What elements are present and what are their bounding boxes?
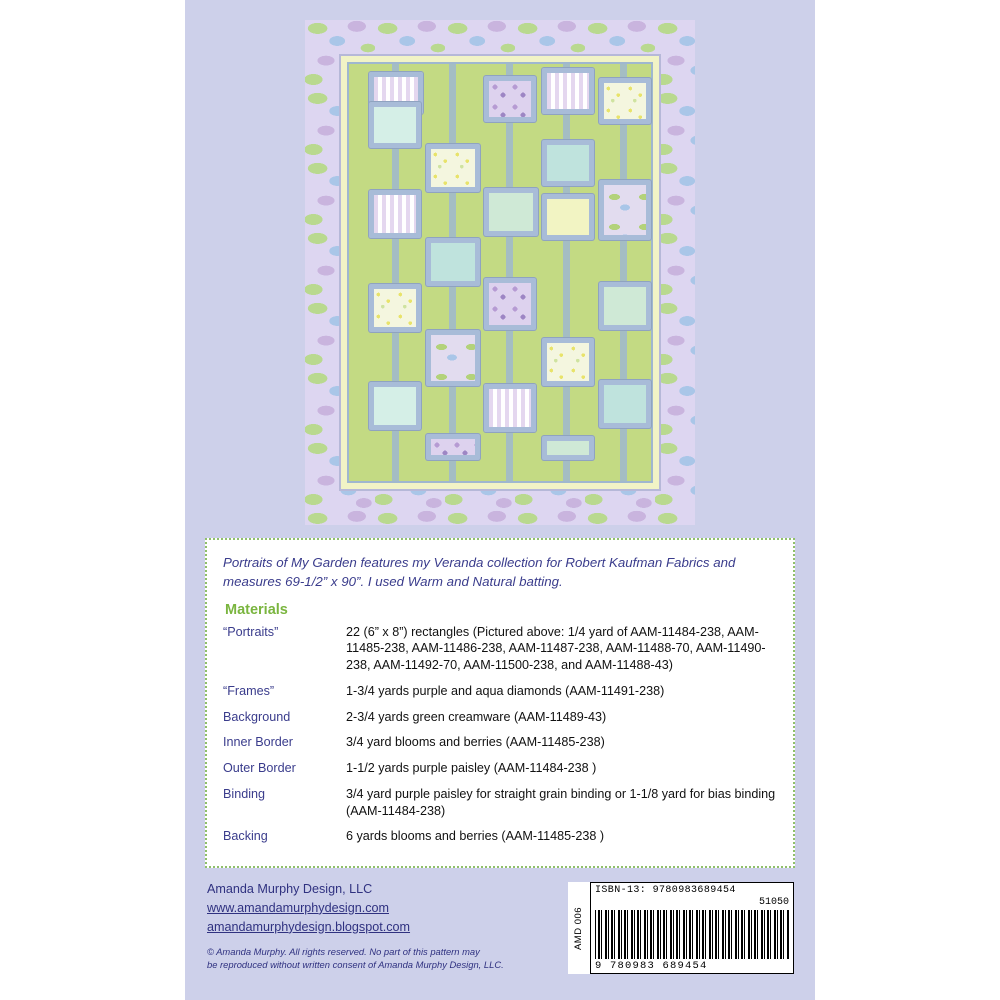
material-label: “Portraits”	[223, 624, 279, 639]
quilt-block	[426, 330, 480, 386]
table-row	[223, 760, 777, 786]
pattern-back-cover	[185, 0, 815, 1000]
company-name: Amanda Murphy Design, LLC	[207, 882, 373, 896]
quilt-block	[599, 380, 651, 428]
price-code: 51050	[758, 897, 789, 908]
material-value: 22 (6” x 8”) rectangles (Pictured above: 1/4 yard of AAM-11484-238, AAM-11485-238, AAM-11486-238, AAM-11487-238, AAM-11488-70, AAM-11490-238, AAM-11492-70, AAM-11500-238, and AAM-11488-43)	[346, 624, 766, 673]
material-value: 3/4 yard purple paisley for straight grain binding or 1-1/8 yard for bias binding (AAM-11484-238)	[346, 786, 776, 818]
quilt-block	[484, 188, 538, 236]
materials-table	[223, 624, 777, 854]
table-row	[223, 828, 777, 854]
copyright-notice	[207, 945, 547, 972]
material-label: Inner Border	[223, 735, 294, 750]
quilt-block	[599, 282, 651, 330]
table-row	[223, 624, 777, 683]
copyright-line-1: © Amanda Murphy. All rights reserved. No part of this pattern may	[207, 945, 480, 957]
quilt-block	[599, 180, 651, 240]
quilt-block	[484, 278, 536, 330]
website-link[interactable]: www.amandamurphydesign.com	[207, 900, 389, 915]
product-code	[568, 882, 590, 974]
quilt-block	[369, 190, 421, 238]
quilt-block	[426, 144, 480, 192]
quilt-center-field	[347, 62, 653, 483]
quilt-block	[542, 338, 594, 386]
material-label: Background	[223, 709, 291, 724]
table-row	[223, 709, 777, 735]
barcode-digits: 9 780983 689454	[595, 960, 708, 972]
isbn-text: ISBN-13: 9780983689454	[595, 885, 736, 896]
quilt-block	[542, 68, 594, 114]
material-label: Outer Border	[223, 761, 296, 776]
quilt-block	[369, 382, 421, 430]
quilt-block	[369, 102, 421, 148]
materials-heading: Materials	[225, 601, 288, 618]
material-value: 1-3/4 yards purple and aqua diamonds (AAM-11491-238)	[346, 683, 665, 698]
intro-text: Portraits of My Garden features my Veranda collection for Robert Kaufman Fabrics and measures 69-1/2” x 90”. I used Warm and Natural batting.	[223, 555, 736, 589]
quilt-block	[484, 76, 536, 122]
material-value: 1-1/2 yards purple paisley (AAM-11484-238 )	[346, 761, 597, 776]
quilt-block	[426, 434, 480, 460]
table-row	[223, 734, 777, 760]
quilt-sashing	[563, 62, 570, 483]
quilt-block	[542, 194, 594, 240]
material-value: 2-3/4 yards green creamware (AAM-11489-43)	[346, 709, 607, 724]
quilt-block	[369, 284, 421, 332]
material-label: Binding	[223, 786, 266, 801]
copyright-line-2: be reproduced without written consent of Amanda Murphy Design, LLC.	[207, 959, 504, 971]
quilt-image	[305, 20, 695, 525]
quilt-block	[542, 140, 594, 186]
quilt-block	[599, 78, 651, 124]
table-row	[223, 786, 777, 828]
barcode-bars	[595, 910, 789, 959]
table-row	[223, 683, 777, 709]
barcode-area	[568, 882, 794, 974]
quilt-block	[542, 436, 594, 460]
product-code-text: AMD 006	[573, 906, 585, 950]
quilt-block	[484, 384, 536, 432]
material-label: Backing	[223, 829, 268, 844]
material-label: “Frames”	[223, 683, 275, 698]
materials-panel	[205, 538, 795, 868]
barcode	[590, 882, 794, 974]
material-value: 6 yards blooms and berries (AAM-11485-238 )	[346, 829, 605, 844]
blog-link[interactable]: amandamurphydesign.blogspot.com	[207, 919, 411, 934]
material-value: 3/4 yard blooms and berries (AAM-11485-238)	[346, 735, 605, 750]
quilt-block	[426, 238, 480, 286]
footer	[207, 880, 547, 972]
